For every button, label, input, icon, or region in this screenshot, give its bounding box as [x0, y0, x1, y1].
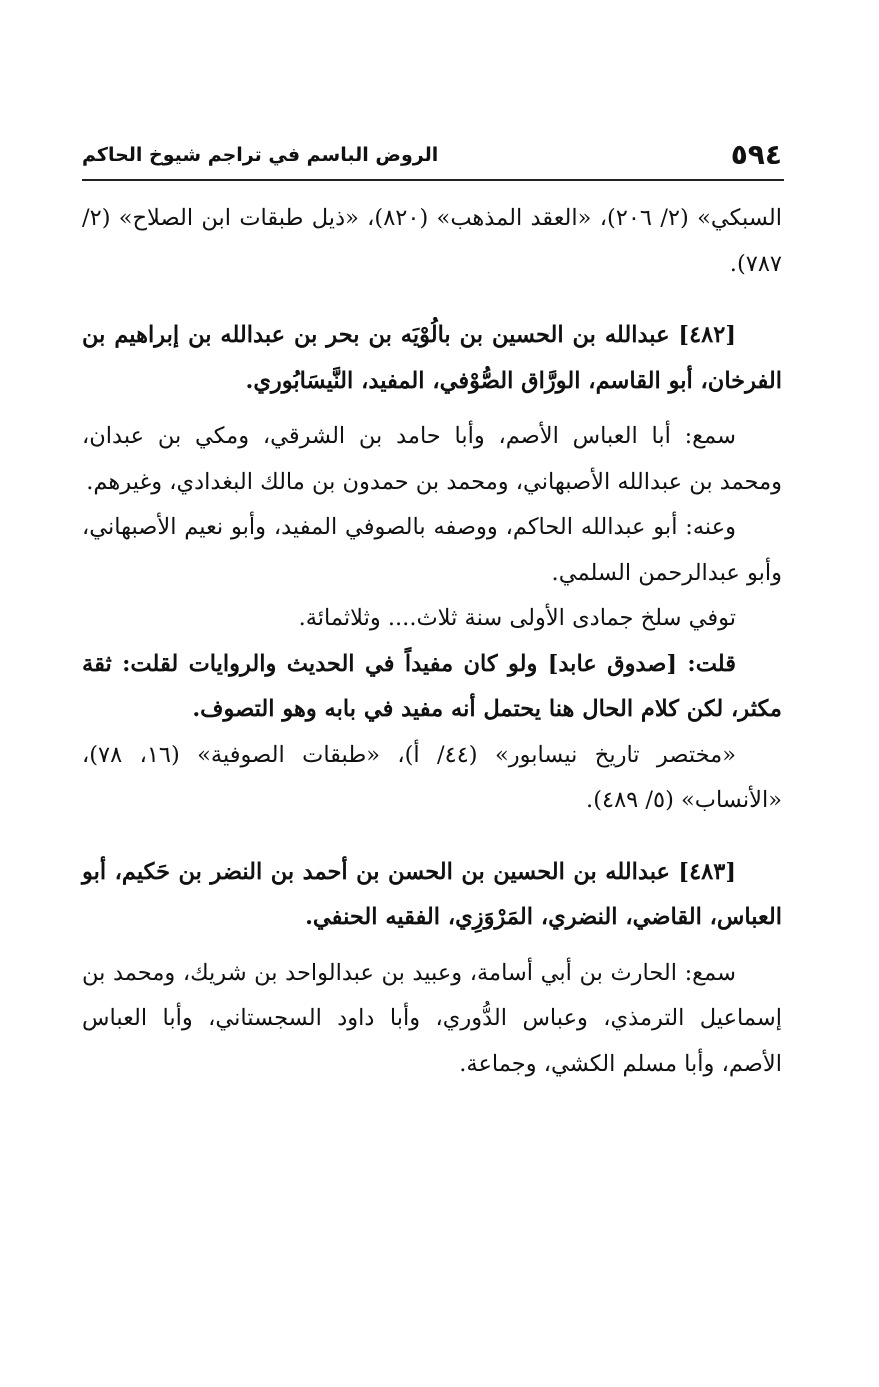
previous-entry-sources: السبكي» (٢/ ٢٠٦)، «العقد المذهب» (٨٢٠)، «ذيل طبقات ابن الصلاح» (٢/ ٧٨٧). [82, 205, 783, 277]
entry-482-note: قلت: [صدوق عابد] ولو كان مفيداً في الحديث والروايات لقلت: ثقة مكثر، لكن كلام الحال هنا يحتمل أنه مفيد في بابه وهو التصوف. [82, 650, 782, 722]
spacer [82, 287, 782, 313]
page-header [82, 138, 782, 178]
entry-483-heading: [٤٨٣] عبدالله بن الحسين بن الحسن بن أحمد بن النضر بن حَكيم، أبو العباس، القاضي، النضري، المَرْوَزِي، الفقيه الحنفي. [82, 858, 782, 930]
header-rule [82, 179, 784, 181]
entry-482-heading: [٤٨٢] عبدالله بن الحسين بن بالُوْيَه بن بحر بن عبدالله بن إبراهيم بن الفرخان، أبو القاسم، الورَّاق الصُّوْفي، المفيد، النَّيسَابُوري. [82, 322, 782, 394]
running-title: الروض الباسم في تراجم شيوخ الحاكم [82, 144, 439, 166]
spacer [82, 941, 782, 951]
page-body [82, 196, 782, 1087]
spacer [82, 824, 782, 850]
entry-482-teachers: سمع: أبا العباس الأصم، وأبا حامد بن الشرقي، ومكي بن عبدان، ومحمد بن عبدالله الأصبهاني، ومحمد بن حمدون بن مالك البغدادي، وغيرهم. [82, 423, 782, 495]
entry-482-death: توفي سلخ جمادى الأولى سنة ثلاث.... وثلاثمائة. [298, 605, 736, 631]
entry-482-sources: «مختصر تاريخ نيسابور» (٤٤/ أ)، «طبقات الصوفية» (١٦، ٧٨)، «الأنساب» (٥/ ٤٨٩). [82, 741, 782, 813]
entry-482-students: وعنه: أبو عبدالله الحاكم، ووصفه بالصوفي المفيد، وأبو نعيم الأصبهاني، وأبو عبدالرحمن السلمي. [82, 514, 782, 586]
spacer [82, 404, 782, 414]
entry-483-teachers: سمع: الحارث بن أبي أسامة، وعبيد بن عبدالواحد بن شريك، ومحمد بن إسماعيل الترمذي، وعباس الدُّوري، وأبا داود السجستاني، وأبا العباس الأصم، وأبا مسلم الكشي، وجماعة. [82, 959, 782, 1077]
page-number: ٥٩٤ [730, 138, 782, 171]
